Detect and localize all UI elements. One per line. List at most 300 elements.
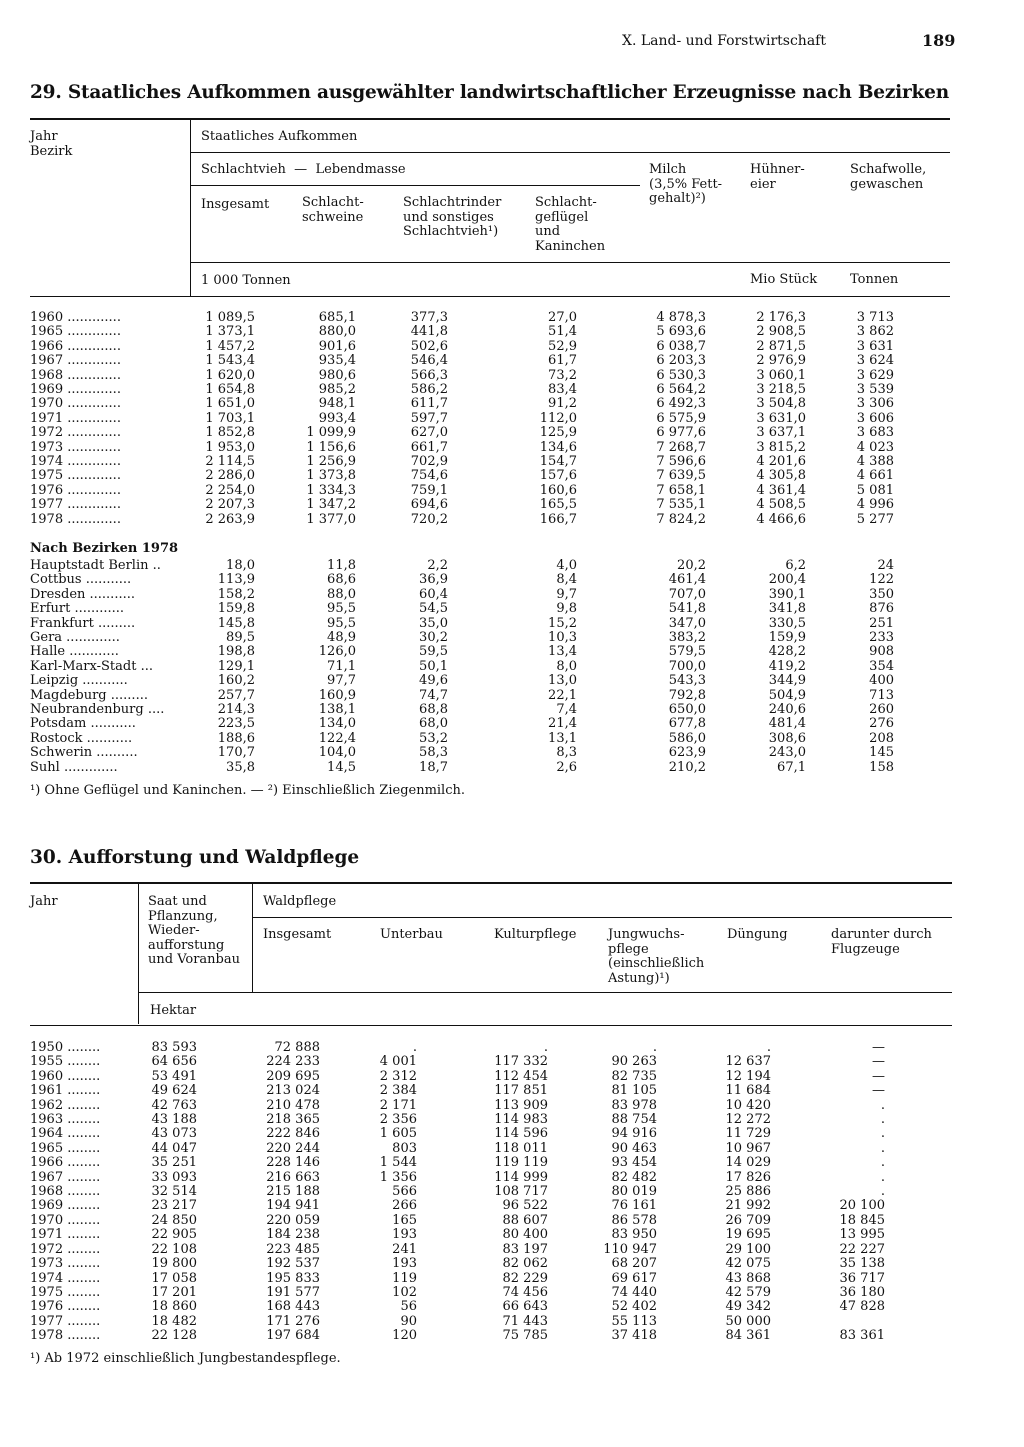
dot-leader: ........ — [63, 1212, 101, 1228]
table-cell: 14,5 — [327, 759, 356, 775]
table-cell: 2 871,5 — [756, 338, 806, 354]
row-label: 1950 ........ — [30, 1040, 101, 1055]
table-row — [30, 1286, 885, 1300]
table-row — [30, 1257, 885, 1271]
table-cell: 89,5 — [226, 630, 255, 646]
table-cell: 17 058 — [151, 1270, 197, 1286]
row-label: 1970 ........ — [30, 1212, 101, 1228]
header30-flugzeuge: darunter durch Flugzeuge — [831, 927, 932, 957]
table-row — [30, 1243, 885, 1257]
table-row — [30, 369, 894, 383]
row-label: 1973 ............. — [30, 439, 121, 455]
row-label: Karl-Marx-Stadt ... — [30, 658, 153, 674]
table-cell: 64 656 — [151, 1054, 197, 1070]
row-label: 1971 ............. — [30, 410, 121, 426]
table-cell: . — [543, 1040, 548, 1055]
table-row — [30, 645, 894, 659]
table-cell: 759,1 — [410, 482, 448, 498]
table-cell: 1 703,1 — [205, 410, 255, 426]
table-cell: 308,6 — [768, 730, 806, 746]
unit-1000-tonnen: 1 000 Tonnen — [201, 273, 291, 288]
table-row — [30, 1300, 885, 1314]
table-cell: 112,0 — [539, 410, 577, 426]
table-cell: 586,0 — [668, 730, 706, 746]
row-label: 1972 ............. — [30, 425, 121, 441]
table-cell: 83,4 — [548, 382, 577, 398]
table-cell: 71 443 — [502, 1313, 548, 1329]
dot-leader: .......... — [92, 745, 138, 761]
table-cell: 880,0 — [318, 324, 356, 340]
table-cell: 112 454 — [494, 1068, 548, 1084]
dot-leader: ............. — [59, 759, 118, 775]
table-cell: 354 — [869, 658, 894, 674]
row-label: 1974 ............. — [30, 454, 121, 470]
table-cell: 22 905 — [151, 1227, 197, 1243]
table-cell: 29 100 — [725, 1241, 771, 1257]
table-cell: 240,6 — [768, 702, 806, 718]
table-cell: 35,0 — [419, 615, 448, 631]
row-label: Halle ............ — [30, 644, 119, 660]
dot-leader: ........ — [63, 1140, 101, 1156]
table-cell: 36 717 — [839, 1270, 885, 1286]
table-cell: 194 941 — [266, 1198, 320, 1214]
table-cell: 35 251 — [151, 1155, 197, 1171]
dot-leader: ........ — [63, 1299, 101, 1315]
table-cell: 3 306 — [856, 396, 894, 412]
table-cell: 48,9 — [327, 630, 356, 646]
table-cell: 6 530,3 — [656, 367, 706, 383]
dot-leader: ......... — [106, 687, 148, 703]
table-row — [30, 573, 894, 587]
dot-leader: ............. — [63, 410, 121, 426]
table-cell: 104,0 — [318, 745, 356, 761]
row-label: 1971 ........ — [30, 1227, 101, 1243]
table-cell: 2 976,9 — [756, 353, 806, 369]
dot-leader: ............. — [63, 324, 121, 340]
table-cell: 4 201,6 — [756, 454, 806, 470]
table-cell: 68,0 — [419, 716, 448, 732]
table-cell: 126,0 — [318, 644, 356, 660]
table-cell: 4 305,8 — [756, 468, 806, 484]
table-cell: . — [412, 1040, 417, 1055]
table-cell: 377,3 — [410, 310, 448, 325]
row-label: 1972 ........ — [30, 1241, 101, 1257]
table-cell: 4 001 — [379, 1054, 417, 1070]
table29-title: 29. Staatliches Aufkommen ausgewählter landwirtschaftlicher Erzeugnisse nach Bezirken — [30, 82, 949, 103]
table-cell: 76 161 — [611, 1198, 657, 1214]
header30-duengung: Düngung — [727, 927, 788, 942]
header30-saat: Saat und Pflanzung, Wieder- aufforstung und Voranbau — [148, 894, 241, 967]
table-cell: 191 577 — [266, 1284, 320, 1300]
table-cell: 90 463 — [611, 1140, 657, 1156]
header-rinder: Schlachtrinder und sonstiges Schlachtvieh¹) — [403, 195, 502, 239]
dot-leader: ........ — [63, 1256, 101, 1272]
table-cell: 390,1 — [768, 586, 806, 602]
table-cell: 83 361 — [839, 1328, 885, 1344]
table-cell: 1 852,8 — [205, 425, 255, 441]
table-cell: 4 878,3 — [656, 310, 706, 325]
table-row — [30, 1099, 885, 1113]
table-cell: 49 624 — [151, 1083, 197, 1099]
table-cell: 3 539 — [856, 382, 894, 398]
table-cell: 30,2 — [419, 630, 448, 646]
table-cell: 216 663 — [266, 1169, 320, 1185]
table-cell: 22,1 — [548, 687, 577, 703]
header-rule-2 — [190, 185, 640, 186]
page-number: 189 — [922, 31, 956, 50]
table-cell: 19 695 — [725, 1227, 771, 1243]
table-cell: 1 347,2 — [306, 497, 356, 513]
table-cell: 623,9 — [668, 745, 706, 761]
table-cell: . — [880, 1112, 885, 1128]
dot-leader: ........ — [63, 1169, 101, 1185]
table-cell: 627,0 — [410, 425, 448, 441]
table-cell: 81 105 — [611, 1083, 657, 1099]
table-cell: 42 763 — [151, 1097, 197, 1113]
table-cell: 6 564,2 — [656, 382, 706, 398]
table-row — [30, 1055, 885, 1069]
table-cell: 84 361 — [725, 1328, 771, 1344]
table-cell: 1 651,0 — [205, 396, 255, 412]
table-cell: 22 128 — [151, 1328, 197, 1344]
table-cell: 276 — [869, 716, 894, 732]
table-cell: 154,7 — [539, 454, 577, 470]
table-cell: 3 631 — [856, 338, 894, 354]
dot-leader: ........ — [63, 1270, 101, 1286]
table-cell: 158,2 — [217, 586, 255, 602]
table-row — [30, 311, 894, 325]
dot-leader: ........ — [63, 1313, 101, 1329]
header30-insgesamt: Insgesamt — [263, 927, 332, 942]
table-cell: 1 334,3 — [306, 482, 356, 498]
table-cell: 8,3 — [556, 745, 577, 761]
table-cell: 145 — [869, 745, 894, 761]
table-cell: 43 073 — [151, 1126, 197, 1142]
table30-top-rule — [30, 882, 952, 884]
table-cell: 22 108 — [151, 1241, 197, 1257]
table-cell: — — [872, 1040, 885, 1055]
table-cell: 700,0 — [668, 658, 706, 674]
dot-leader: ........ — [63, 1241, 101, 1257]
table-cell: 720,2 — [410, 511, 448, 527]
dot-leader: .. — [148, 558, 161, 573]
table-cell: 52,9 — [548, 338, 577, 354]
table-cell: 75 785 — [502, 1328, 548, 1344]
table-cell: 82 735 — [611, 1068, 657, 1084]
table-row — [30, 426, 894, 440]
table-cell: 88,0 — [327, 586, 356, 602]
table-cell: 7 535,1 — [656, 497, 706, 513]
table-cell: 160,2 — [217, 673, 255, 689]
table-cell: 145,8 — [217, 615, 255, 631]
table-cell: 566,3 — [410, 367, 448, 383]
table-cell: 13,4 — [548, 644, 577, 660]
table-cell: 4 388 — [856, 454, 894, 470]
table-cell: 220 244 — [266, 1140, 320, 1156]
dot-leader: ............. — [63, 425, 121, 441]
table-cell: 461,4 — [668, 572, 706, 588]
dot-leader: ........ — [63, 1227, 101, 1243]
table-cell: 56 — [400, 1299, 417, 1315]
table-cell: 170,7 — [217, 745, 255, 761]
table-cell: 257,7 — [217, 687, 255, 703]
table-cell: 223 485 — [266, 1241, 320, 1257]
table-cell: 251 — [869, 615, 894, 631]
table-cell: 49,6 — [419, 673, 448, 689]
table-cell: 266 — [392, 1198, 417, 1214]
row-label: 1969 ............. — [30, 382, 121, 398]
table-cell: 118 011 — [494, 1140, 548, 1156]
dot-leader: ........ — [63, 1040, 101, 1055]
row-label: 1975 ........ — [30, 1284, 101, 1300]
table-cell: 4 996 — [856, 497, 894, 513]
table-cell: 47 828 — [839, 1299, 885, 1315]
row-label: Potsdam ........... — [30, 716, 136, 732]
table-cell: 504,9 — [768, 687, 806, 703]
table-cell: 441,8 — [410, 324, 448, 340]
table-cell: 2 263,9 — [205, 511, 255, 527]
table-cell: 650,0 — [668, 702, 706, 718]
table-cell: 67,1 — [777, 759, 806, 775]
table-cell: 2 286,0 — [205, 468, 255, 484]
table-cell: 3 060,1 — [756, 367, 806, 383]
table-row — [30, 412, 894, 426]
table-row — [30, 703, 894, 717]
dot-leader: ........ — [63, 1198, 101, 1214]
table-row — [30, 1113, 885, 1127]
table-cell: . — [880, 1184, 885, 1200]
row-label: 1975 ............. — [30, 468, 121, 484]
dot-leader: ........... — [86, 716, 136, 732]
table-cell: 546,4 — [410, 353, 448, 369]
table-row — [30, 1315, 885, 1329]
table-cell: 3 862 — [856, 324, 894, 340]
row-label: 1967 ............. — [30, 353, 121, 369]
table-cell: 82 062 — [502, 1256, 548, 1272]
table-cell: 72 888 — [274, 1040, 320, 1055]
table-row — [30, 761, 894, 775]
table-cell: 1 256,9 — [306, 454, 356, 470]
table-cell: 4 023 — [856, 439, 894, 455]
table-cell: 110 947 — [603, 1241, 657, 1257]
table-cell: 93 454 — [611, 1155, 657, 1171]
table-cell: 7 268,7 — [656, 439, 706, 455]
dot-leader: ... — [136, 658, 153, 674]
table-cell: 6,2 — [785, 558, 806, 573]
table-cell: 19 800 — [151, 1256, 197, 1272]
table-cell: 68 207 — [611, 1256, 657, 1272]
row-label: 1968 ........ — [30, 1184, 101, 1200]
row-label: Frankfurt ......... — [30, 615, 136, 631]
table-cell: 18 860 — [151, 1299, 197, 1315]
table-cell: 4 466,6 — [756, 511, 806, 527]
row-label: 1965 ........ — [30, 1140, 101, 1156]
table-row — [30, 484, 894, 498]
table-row — [30, 559, 894, 573]
header-vline — [190, 120, 191, 296]
table-row — [30, 1214, 885, 1228]
table-cell: 6 203,3 — [656, 353, 706, 369]
dot-leader: ........ — [63, 1068, 101, 1084]
row-label: Neubrandenburg .... — [30, 702, 165, 718]
table-cell: 20 100 — [839, 1198, 885, 1214]
table-cell: 82 482 — [611, 1169, 657, 1185]
table-cell: 138,1 — [318, 702, 356, 718]
table-cell: 6 575,9 — [656, 410, 706, 426]
table-cell: 2,2 — [427, 558, 448, 573]
table-cell: . — [880, 1126, 885, 1142]
table-row — [30, 455, 894, 469]
table-cell: 980,6 — [318, 367, 356, 383]
header30-rule-1 — [252, 917, 952, 918]
table-cell: 935,4 — [318, 353, 356, 369]
table-cell: 579,5 — [668, 644, 706, 660]
dot-leader: ........... — [82, 730, 133, 746]
table-cell: 32 514 — [151, 1184, 197, 1200]
table-cell: 88 754 — [611, 1112, 657, 1128]
table-cell: 2 356 — [379, 1112, 417, 1128]
table-cell: 117 851 — [494, 1083, 548, 1099]
table-cell: 95,5 — [327, 615, 356, 631]
table-cell: 15,2 — [548, 615, 577, 631]
table-cell: 330,5 — [768, 615, 806, 631]
table-cell: 586,2 — [410, 382, 448, 398]
row-label: Cottbus ........... — [30, 572, 132, 588]
table-row — [30, 340, 894, 354]
table-row — [30, 746, 894, 760]
table-cell: 713 — [869, 687, 894, 703]
header-rule-1 — [190, 152, 950, 153]
table-cell: 1 543,4 — [205, 353, 255, 369]
dot-leader: ............. — [63, 367, 121, 383]
dot-leader: ........ — [63, 1083, 101, 1099]
table-cell: 6 038,7 — [656, 338, 706, 354]
table-cell: 11,8 — [327, 558, 356, 573]
table-cell: 119 — [392, 1270, 417, 1286]
row-label: 1960 ........ — [30, 1068, 101, 1084]
unit-hektar: Hektar — [150, 1003, 197, 1018]
table-cell: 158 — [869, 759, 894, 775]
row-label: 1966 ........ — [30, 1155, 101, 1171]
header-staatliches: Staatliches Aufkommen — [201, 129, 358, 144]
table-cell: 2 908,5 — [756, 324, 806, 340]
table-cell: 1 654,8 — [205, 382, 255, 398]
header-eier: Hühner- eier — [750, 162, 805, 192]
table-row — [30, 1156, 885, 1170]
table-cell: 1 953,0 — [205, 439, 255, 455]
table-cell: 113 909 — [494, 1097, 548, 1113]
table-cell: 1 457,2 — [205, 338, 255, 354]
table-cell: 1 156,6 — [306, 439, 356, 455]
table-row — [30, 732, 894, 746]
table-cell: 157,6 — [539, 468, 577, 484]
table-cell: 2 312 — [379, 1068, 417, 1084]
table-cell: 35 138 — [839, 1256, 885, 1272]
table29-top-rule — [30, 118, 950, 120]
table-cell: 80 019 — [611, 1184, 657, 1200]
row-label: Suhl ............. — [30, 759, 118, 775]
table-cell: 17 826 — [725, 1169, 771, 1185]
table-cell: 166,7 — [539, 511, 577, 527]
dot-leader: ........ — [63, 1054, 101, 1070]
row-label: 1977 ............. — [30, 497, 121, 513]
table-cell: 88 607 — [502, 1212, 548, 1228]
table-cell: 129,1 — [217, 658, 255, 674]
table-cell: 5 277 — [856, 511, 894, 527]
table-cell: 35,8 — [226, 759, 255, 775]
table-cell: 6 492,3 — [656, 396, 706, 412]
header30-kulturpflege: Kulturpflege — [494, 927, 577, 942]
dot-leader: ............. — [63, 497, 121, 513]
table-cell: 3 683 — [856, 425, 894, 441]
row-label: 1970 ............. — [30, 396, 121, 412]
table-cell: 24 850 — [151, 1212, 197, 1228]
table-cell: 17 201 — [151, 1284, 197, 1300]
table-cell: 37 418 — [611, 1328, 657, 1344]
table-cell: 11 684 — [725, 1083, 771, 1099]
table-cell: 120 — [392, 1328, 417, 1344]
row-label: 1968 ............. — [30, 367, 121, 383]
table-row — [30, 1185, 885, 1199]
dot-leader: ........... — [78, 673, 128, 689]
table-cell: 44 047 — [151, 1140, 197, 1156]
table-cell: 1 356 — [379, 1169, 417, 1185]
dot-leader: ......... — [93, 615, 136, 631]
table-cell: 8,4 — [556, 572, 577, 588]
table-cell: 51,4 — [548, 324, 577, 340]
table-cell: 344,9 — [768, 673, 806, 689]
table-row — [30, 325, 894, 339]
dot-leader: ........ — [63, 1155, 101, 1171]
unit-tonnen: Tonnen — [850, 272, 899, 287]
table-cell: 61,7 — [548, 353, 577, 369]
table-cell: 702,9 — [410, 454, 448, 470]
table-cell: 134,0 — [318, 716, 356, 732]
table-cell: 419,2 — [768, 658, 806, 674]
table-cell: 188,6 — [217, 730, 255, 746]
table-cell: 171 276 — [266, 1313, 320, 1329]
row-label: 1961 ........ — [30, 1083, 101, 1099]
table29-years — [30, 311, 894, 527]
row-label: Rostock ........... — [30, 730, 133, 746]
table-cell: 83 950 — [611, 1227, 657, 1243]
table-cell: 21,4 — [548, 716, 577, 732]
table-cell: 6 977,6 — [656, 425, 706, 441]
row-label: Hauptstadt Berlin .. — [30, 558, 161, 573]
table-cell: 2 171 — [379, 1097, 417, 1113]
table-cell: 901,6 — [318, 338, 356, 354]
table-cell: 159,8 — [217, 601, 255, 617]
table-cell: 228 146 — [266, 1155, 320, 1171]
table-cell: 3 629 — [856, 367, 894, 383]
table-cell: 661,7 — [410, 439, 448, 455]
table-cell: 102 — [392, 1284, 417, 1300]
table-cell: 1 099,9 — [306, 425, 356, 441]
table-cell: 4,0 — [556, 558, 577, 573]
row-label: 1955 ........ — [30, 1054, 101, 1070]
table-cell: 2,6 — [556, 759, 577, 775]
table-cell: 2 114,5 — [205, 454, 255, 470]
header30-vline-2 — [252, 884, 253, 992]
table-cell: 198,8 — [217, 644, 255, 660]
table-cell: 74 440 — [611, 1284, 657, 1300]
dot-leader: ........ — [63, 1112, 101, 1128]
table-cell: 213 024 — [266, 1083, 320, 1099]
table-cell: 694,6 — [410, 497, 448, 513]
table-cell: . — [880, 1155, 885, 1171]
unit-mio-stueck: Mio Stück — [750, 272, 818, 287]
dot-leader: ........ — [63, 1184, 101, 1200]
